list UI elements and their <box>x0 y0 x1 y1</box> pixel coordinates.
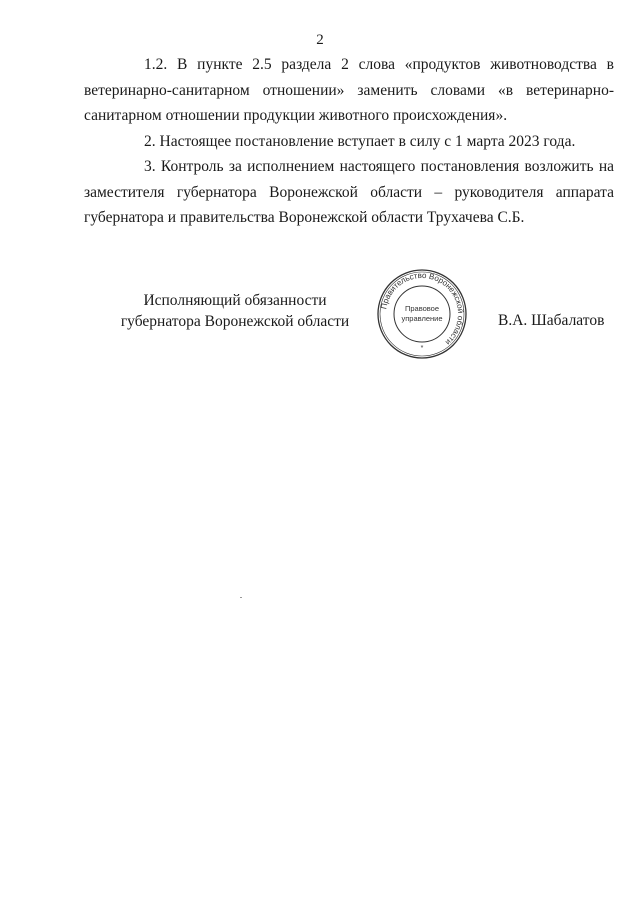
signatory-position-line-2: губернатора Воронежской области <box>120 313 350 330</box>
seal-center-line-2: управление <box>401 314 443 323</box>
paragraph-3: 3. Контроль за исполнением настоящего постановления возложить на заместителя губернатора Воронежской области – руководителя аппарата губернатора и правительства Воронежской области Трухачева С.Б. <box>84 158 614 226</box>
paragraph-2: 2. Настоящее постановление вступает в силу с 1 марта 2023 года. <box>144 132 576 150</box>
document-body <box>84 52 614 231</box>
page-number: 2 <box>316 32 324 48</box>
seal-star-icon: * <box>420 345 424 352</box>
seal-ring-text: Правительство Воронежской области <box>379 270 466 347</box>
scan-artifact <box>240 597 242 598</box>
signatory-position <box>100 290 370 332</box>
paragraph-1-2: 1.2. В пункте 2.5 раздела 2 слова «продуктов животноводства в ветеринарно-санитарном отношении» заменить словами «в ветеринарно-санитарном отношении продукции животного происхождения». <box>84 56 614 124</box>
signatory-name: В.А. Шабалатов <box>498 312 605 329</box>
official-seal <box>376 268 468 360</box>
seal-center-line-1: Правовое <box>404 304 440 313</box>
signatory-position-line-1: Исполняющий обязанности <box>143 292 327 309</box>
